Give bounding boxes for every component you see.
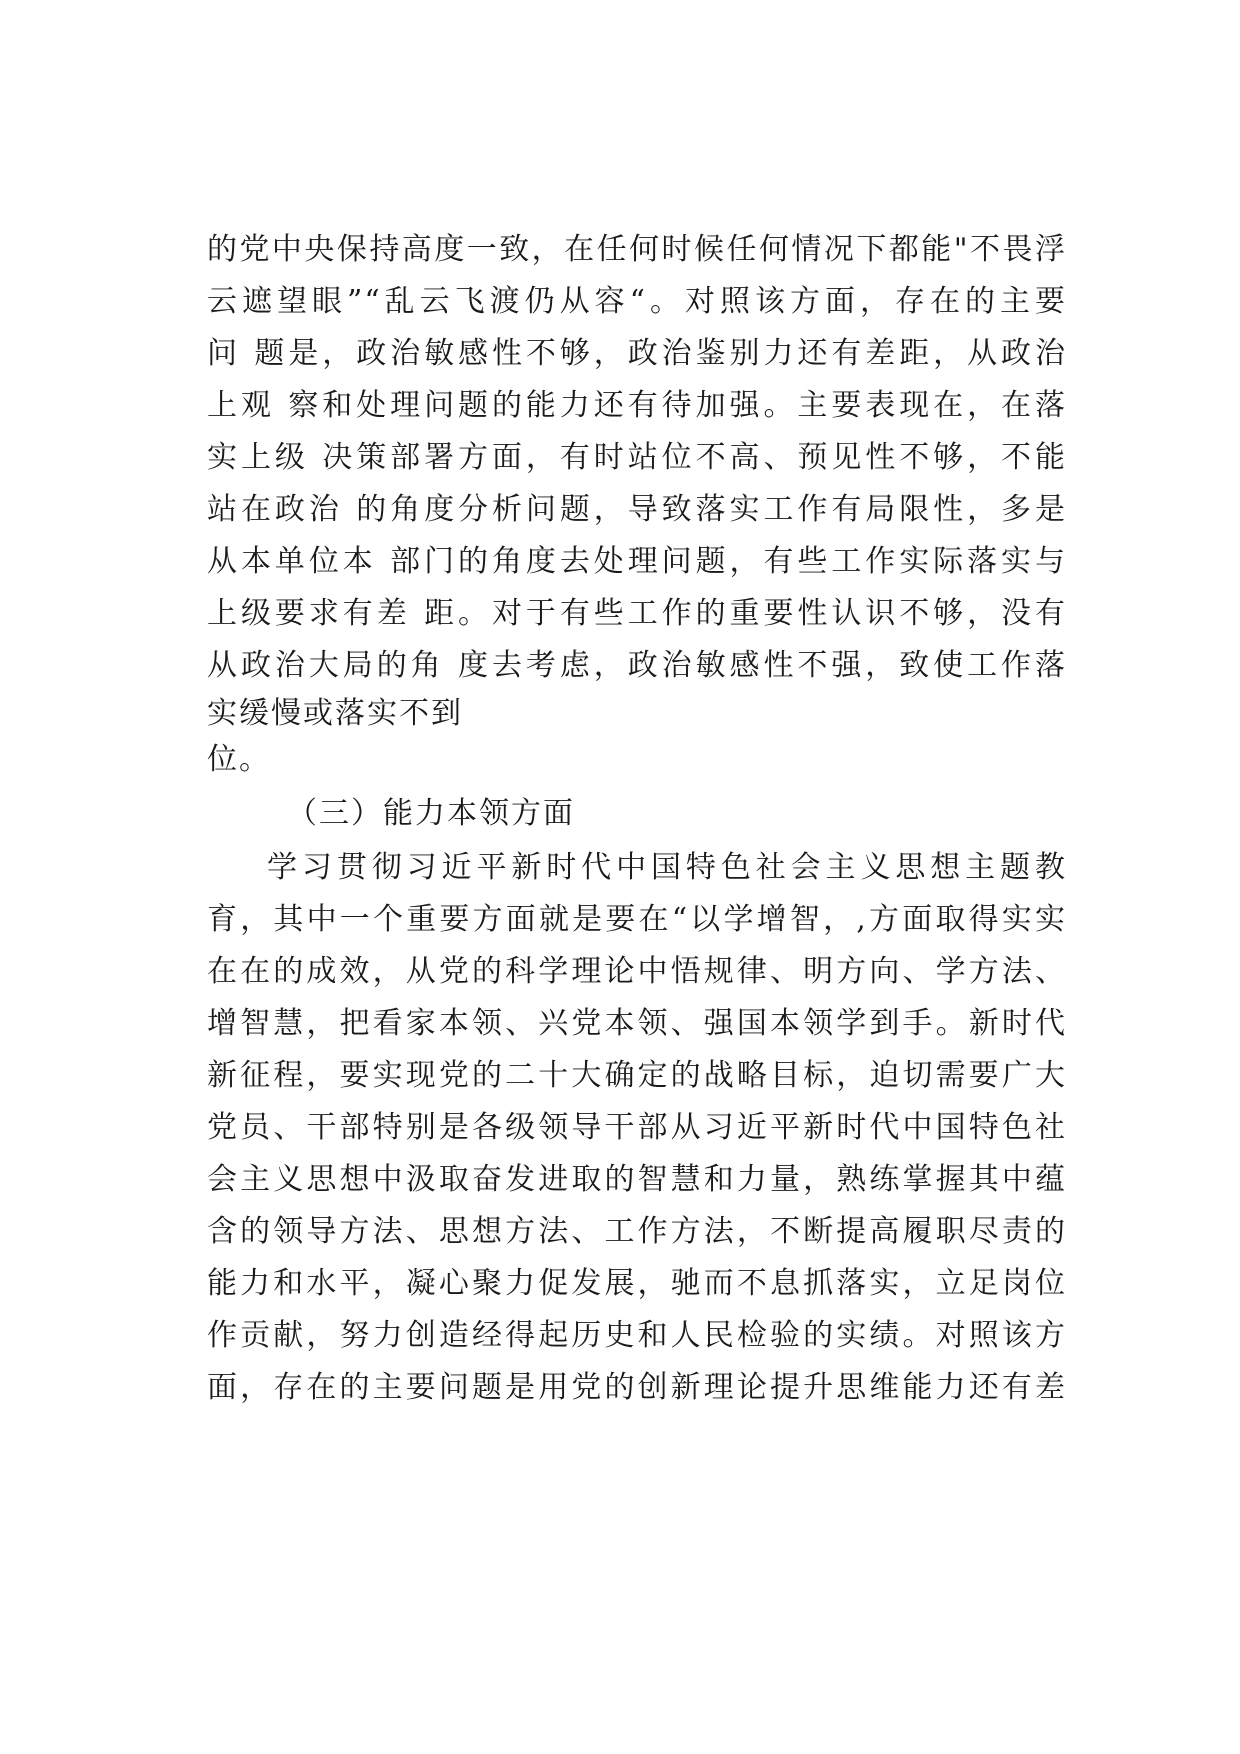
section-heading: （三）能力本领方面 — [287, 796, 575, 831]
paragraph-line: 问 题是，政治敏感性不够，政治鉴别力还有差距，从政治 — [207, 336, 1067, 371]
paragraph-line: 面，存在的主要问题是用党的创新理论提升思维能力还有差 — [207, 1370, 1067, 1405]
paragraph-line: 的党中央保持高度一致，在任何时候任何情况下都能"不畏浮 — [207, 232, 1067, 267]
paragraph-line: 作贡献，努力创造经得起历史和人民检验的实绩。对照该方 — [207, 1318, 1067, 1353]
paragraph-line: 站在政治 的角度分析问题，导致落实工作有局限性，多是 — [207, 492, 1067, 527]
paragraph-line: 从本单位本 部门的角度去处理问题，有些工作实际落实与 — [207, 544, 1067, 579]
paragraph-line: 党员、干部特别是各级领导干部从习近平新时代中国特色社 — [207, 1110, 1067, 1145]
paragraph-line: 云遮望眼”“乱云飞渡仍从容“。对照该方面，存在的主要 — [207, 284, 1067, 319]
paragraph-line: 上级要求有差 距。对于有些工作的重要性认识不够，没有 — [207, 596, 1067, 631]
paragraph-line: 能力和水平，凝心聚力促发展，驰而不息抓落实，立足岗位 — [207, 1266, 1067, 1301]
paragraph-line: 上观 察和处理问题的能力还有待加强。主要表现在，在落 — [207, 388, 1067, 423]
paragraph-line: 育，其中一个重要方面就是要在“以学增智，,方面取得实实 — [207, 902, 1067, 937]
paragraph-line: 在在的成效，从党的科学理论中悟规律、明方向、学方法、 — [207, 954, 1067, 989]
paragraph-line: 含的领导方法、思想方法、工作方法，不断提高履职尽责的 — [207, 1214, 1067, 1249]
paragraph-line: 新征程，要实现党的二十大确定的战略目标，迫切需要广大 — [207, 1058, 1067, 1093]
paragraph-line: 从政治大局的角 度去考虑，政治敏感性不强，致使工作落 — [207, 648, 1067, 683]
paragraph-line: 增智慧，把看家本领、兴党本领、强国本领学到手。新时代 — [207, 1006, 1067, 1041]
paragraph-line: 学习贯彻习近平新时代中国特色社会主义思想主题教 — [267, 850, 1067, 885]
paragraph-line: 实缓慢或落实不到 — [207, 696, 463, 731]
paragraph-line: 会主义思想中汲取奋发进取的智慧和力量，熟练掌握其中蕴 — [207, 1162, 1067, 1197]
paragraph-line: 实上级 决策部署方面，有时站位不高、预见性不够，不能 — [207, 440, 1067, 475]
paragraph-line: 位。 — [207, 742, 271, 777]
